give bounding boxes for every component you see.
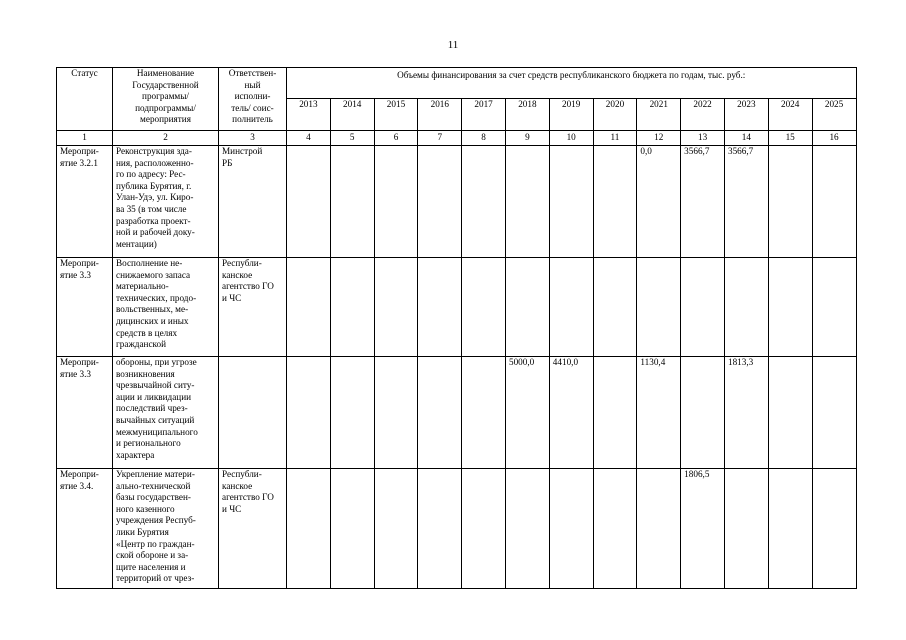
- header-responsible: Ответствен- ный исполни- тель/ соис- полнитель: [219, 68, 287, 131]
- table-row: [57, 258, 857, 357]
- header-funding: Объемы финансирования за счет средств республиканского бюджета по годам, тыс. руб.:: [287, 68, 857, 99]
- value-cell: [418, 357, 462, 469]
- year-header: 2016: [418, 99, 462, 131]
- value-cell: 1130,4: [637, 357, 681, 469]
- value-cell: 4410,0: [549, 357, 593, 469]
- value-cell: [724, 469, 768, 589]
- header-row: [57, 68, 857, 99]
- value-cell: [505, 258, 549, 357]
- year-header: 2025: [812, 99, 856, 131]
- value-cell: [374, 258, 418, 357]
- value-cell: [330, 146, 374, 258]
- column-number: 16: [812, 131, 856, 146]
- column-number: 11: [593, 131, 637, 146]
- column-number: 1: [57, 131, 113, 146]
- column-number: 10: [549, 131, 593, 146]
- value-cell: [593, 258, 637, 357]
- value-cell: [330, 258, 374, 357]
- value-cell: 3566,7: [681, 146, 725, 258]
- column-number: 6: [374, 131, 418, 146]
- year-header: 2018: [505, 99, 549, 131]
- value-cell: [768, 469, 812, 589]
- responsible-cell: Республи- канское агентство ГО и ЧС: [219, 258, 287, 357]
- value-cell: [549, 146, 593, 258]
- value-cell: [462, 258, 506, 357]
- value-cell: [374, 469, 418, 589]
- value-cell: [287, 258, 331, 357]
- name-cell: Реконструкция зда- ния, расположенно- го по адресу: Рес- публика Бурятия, г. Улан-Удэ, ул. Киро- ва 35 (в том числе разработка проект- ной и рабочей доку- ментации): [113, 146, 219, 258]
- year-header: 2017: [462, 99, 506, 131]
- value-cell: [549, 258, 593, 357]
- status-cell: Меропри- ятие 3.2.1: [57, 146, 113, 258]
- value-cell: [768, 258, 812, 357]
- value-cell: [812, 146, 856, 258]
- value-cell: 3566,7: [724, 146, 768, 258]
- value-cell: [593, 357, 637, 469]
- value-cell: [768, 357, 812, 469]
- value-cell: [593, 146, 637, 258]
- funding-table: [56, 67, 857, 589]
- status-cell: Меропри- ятие 3.3: [57, 357, 113, 469]
- value-cell: [549, 469, 593, 589]
- responsible-cell: [219, 357, 287, 469]
- value-cell: [287, 357, 331, 469]
- year-header: 2014: [330, 99, 374, 131]
- value-cell: 1813,3: [724, 357, 768, 469]
- responsible-cell: Минстрой РБ: [219, 146, 287, 258]
- value-cell: [593, 469, 637, 589]
- value-cell: [374, 357, 418, 469]
- value-cell: [681, 258, 725, 357]
- value-cell: [724, 258, 768, 357]
- status-cell: Меропри- ятие 3.3: [57, 258, 113, 357]
- value-cell: [637, 469, 681, 589]
- value-cell: [287, 469, 331, 589]
- value-cell: [812, 357, 856, 469]
- name-cell: Укрепление матери- ально-технической базы государствен- ного казенного учреждения Респуб- лики Бурятия «Центр по граждан- ской обороне и за- щите населения и территорий от чрез-: [113, 469, 219, 589]
- value-cell: 0,0: [637, 146, 681, 258]
- year-header: 2022: [681, 99, 725, 131]
- value-cell: [418, 469, 462, 589]
- value-cell: [287, 146, 331, 258]
- column-number: 8: [462, 131, 506, 146]
- column-number: 15: [768, 131, 812, 146]
- header-name: Наименование Государственной программы/ подпрограммы/ мероприятия: [113, 68, 219, 131]
- column-number: 12: [637, 131, 681, 146]
- column-number: 13: [681, 131, 725, 146]
- value-cell: [462, 357, 506, 469]
- column-numbers-row: [57, 131, 857, 146]
- value-cell: [462, 146, 506, 258]
- name-cell: обороны, при угрозе возникновения чрезвычайной ситу- ации и ликвидации последствий чрез- вычайных ситуаций межмуниципального и регионального характера: [113, 357, 219, 469]
- column-number: 5: [330, 131, 374, 146]
- page-number: 11: [447, 39, 459, 51]
- year-header: 2024: [768, 99, 812, 131]
- value-cell: 1806,5: [681, 469, 725, 589]
- table-row: [57, 469, 857, 589]
- value-cell: [505, 146, 549, 258]
- column-number: 9: [505, 131, 549, 146]
- column-number: 2: [113, 131, 219, 146]
- year-header: 2020: [593, 99, 637, 131]
- value-cell: [418, 146, 462, 258]
- year-header: 2013: [287, 99, 331, 131]
- value-cell: [374, 146, 418, 258]
- year-header: 2015: [374, 99, 418, 131]
- name-cell: Восполнение не- снижаемого запаса материально- технических, продо- вольственных, ме- дицинских и иных средств в целях гражданской: [113, 258, 219, 357]
- column-number: 3: [219, 131, 287, 146]
- value-cell: [330, 357, 374, 469]
- status-cell: Меропри- ятие 3.4.: [57, 469, 113, 589]
- responsible-cell: Республи- канское агентство ГО и ЧС: [219, 469, 287, 589]
- value-cell: [681, 357, 725, 469]
- column-number: 14: [724, 131, 768, 146]
- column-number: 7: [418, 131, 462, 146]
- value-cell: [462, 469, 506, 589]
- column-number: 4: [287, 131, 331, 146]
- table-row: [57, 146, 857, 258]
- value-cell: [768, 146, 812, 258]
- year-header: 2019: [549, 99, 593, 131]
- value-cell: [637, 258, 681, 357]
- table-row: [57, 357, 857, 469]
- value-cell: [505, 469, 549, 589]
- value-cell: [330, 469, 374, 589]
- value-cell: [812, 469, 856, 589]
- value-cell: [812, 258, 856, 357]
- value-cell: [418, 258, 462, 357]
- year-header: 2021: [637, 99, 681, 131]
- header-status: Статус: [57, 68, 113, 131]
- year-header: 2023: [724, 99, 768, 131]
- value-cell: 5000,0: [505, 357, 549, 469]
